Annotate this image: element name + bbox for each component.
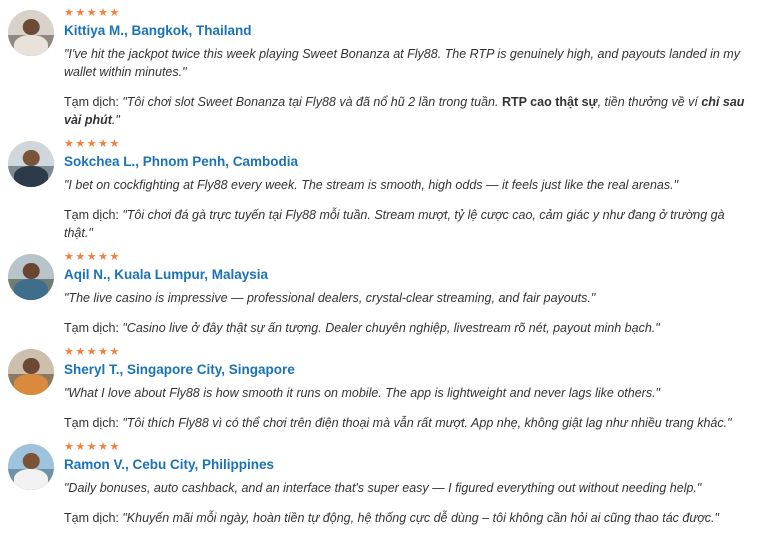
avatar [8, 10, 54, 56]
translation-text-part1: "Tôi chơi đá gà trực tuyến tại Fly88 mỗi tuần. Stream mượt, tỷ lệ cược cao, cảm giác y như đang ở trường gà thật." [64, 208, 725, 240]
reviewer-name[interactable]: Aqil N., Kuala Lumpur, Malaysia [64, 267, 269, 282]
avatar-wrap [8, 440, 60, 490]
rating-stars: ★★★★★ [64, 7, 121, 19]
list-item [8, 250, 749, 345]
review-quote: "Daily bonuses, auto cashback, and an interface that's super easy — I figured everything out without needing help." [64, 481, 702, 495]
avatar [8, 444, 54, 490]
translation-text-part3: ." [111, 113, 120, 127]
avatar-head [23, 263, 40, 280]
avatar-body [14, 374, 48, 395]
review-quote: "I bet on cockfighting at Fly88 every week. The stream is smooth, high odds — it feels just like the real arenas." [64, 178, 679, 192]
avatar-head [23, 358, 40, 375]
avatar-body [14, 279, 48, 300]
translation-text-part1: "Tôi thích Fly88 vì có thể chơi trên điện thoại mà vẫn rất mượt. App nhẹ, không giật lag như nhiều trang khác." [122, 416, 732, 430]
avatar [8, 349, 54, 395]
avatar-head [23, 150, 40, 167]
reviewer-name[interactable]: Sokchea L., Phnom Penh, Cambodia [64, 154, 299, 169]
translation-label: Tạm dịch: [64, 95, 123, 109]
review-quote: "What I love about Fly88 is how smooth it runs on mobile. The app is lightweight and never lags like others." [64, 386, 660, 400]
review-translation [64, 206, 749, 242]
reviewer-name[interactable]: Sheryl T., Singapore City, Singapore [64, 362, 295, 377]
review-content [60, 440, 749, 527]
rating-stars: ★★★★★ [64, 251, 121, 263]
rating-stars: ★★★★★ [64, 441, 121, 453]
rating-stars: ★★★★★ [64, 346, 121, 358]
avatar-body [14, 166, 48, 187]
translation-text-part1: "Khuyến mãi mỗi ngày, hoàn tiền tự động, hệ thống cực dễ dùng – tôi không cần hỏi ai cũng thao tác được." [122, 511, 719, 525]
avatar-wrap [8, 6, 60, 56]
rating-stars: ★★★★★ [64, 138, 121, 150]
translation-highlight-1: RTP cao thật sự [501, 95, 598, 109]
review-translation [64, 509, 749, 527]
review-translation [64, 414, 749, 432]
review-translation [64, 93, 749, 129]
translation-label: Tạm dịch: [64, 208, 123, 222]
reviewer-name[interactable]: Kittiya M., Bangkok, Thailand [64, 23, 252, 38]
translation-label: Tạm dịch: [64, 511, 123, 525]
review-translation [64, 319, 749, 337]
reviewer-name[interactable]: Ramon V., Cebu City, Philippines [64, 457, 275, 472]
list-item [8, 137, 749, 250]
review-quote: "I've hit the jackpot twice this week playing Sweet Bonanza at Fly88. The RTP is genuinely high, and payouts landed in my wallet within minutes." [64, 47, 740, 79]
avatar-wrap [8, 250, 60, 300]
avatar-wrap [8, 137, 60, 187]
avatar [8, 141, 54, 187]
avatar [8, 254, 54, 300]
translation-text-part2: , tiền thưởng về ví [597, 95, 702, 109]
translation-text-part1: "Tôi chơi slot Sweet Bonanza tại Fly88 và đã nổ hũ 2 lần trong tuần. [122, 95, 502, 109]
avatar-head [23, 453, 40, 470]
translation-text-part1: "Casino live ở đây thật sự ấn tượng. Dealer chuyên nghiệp, livestream rõ nét, payout minh bạch." [122, 321, 660, 335]
translation-label: Tạm dịch: [64, 321, 123, 335]
list-item [8, 440, 749, 535]
list-item [8, 345, 749, 440]
avatar-wrap [8, 345, 60, 395]
avatar-head [23, 19, 40, 36]
translation-label: Tạm dịch: [64, 416, 123, 430]
review-content [60, 137, 749, 242]
review-quote: "The live casino is impressive — professional dealers, crystal-clear streaming, and fair payouts." [64, 291, 596, 305]
translation-highlight-2: chỉ sau vài phút [64, 95, 745, 127]
avatar-body [14, 469, 48, 490]
review-content [60, 250, 749, 337]
avatar-body [14, 35, 48, 56]
review-content [60, 345, 749, 432]
review-content [60, 6, 749, 129]
list-item [8, 6, 749, 137]
